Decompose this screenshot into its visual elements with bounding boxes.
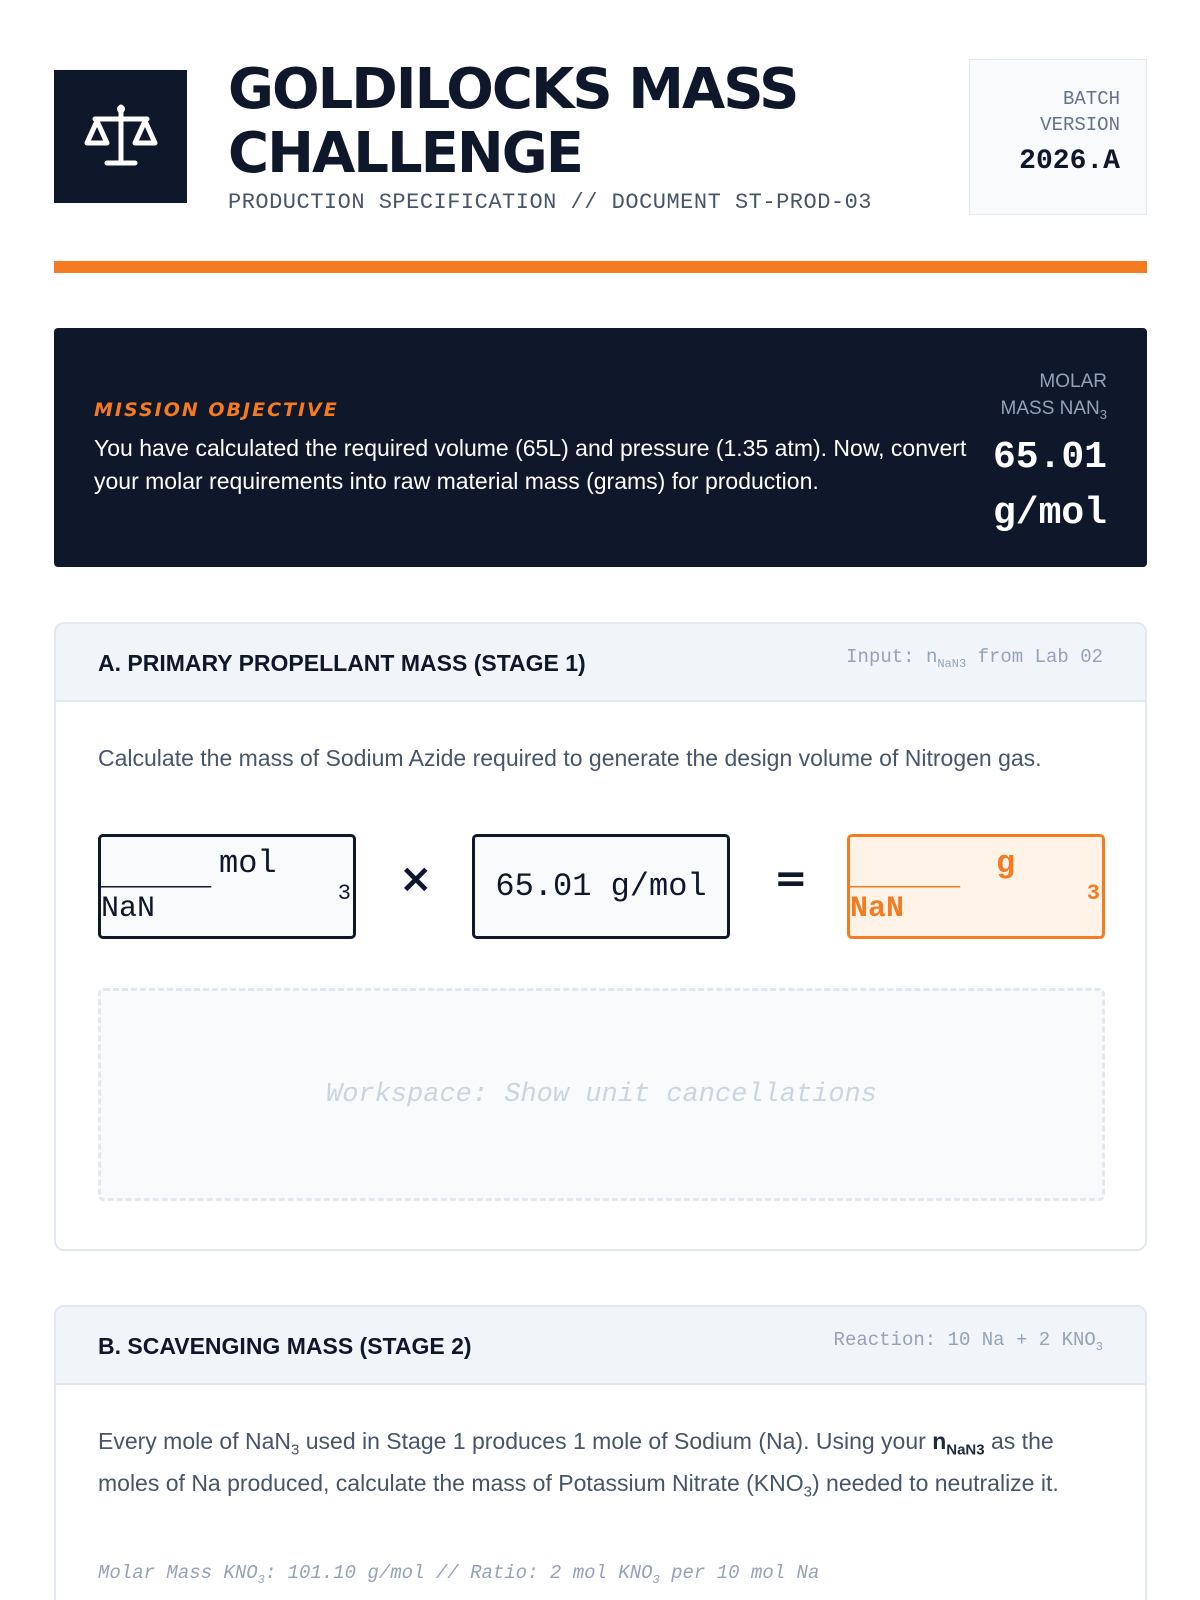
molar-value-1: 65.01 [992,435,1107,479]
molar-mass-box [472,834,730,939]
section-a-title: A. PRIMARY PROPELLANT MASS (STAGE 1) [98,650,586,676]
document-subtitle: PRODUCTION SPECIFICATION // DOCUMENT ST-PROD-03 [228,190,873,215]
desc-part-1: Every mole of NaN [98,1428,292,1454]
mission-panel [54,328,1147,567]
mission-label: MISSION OBJECTIVE [94,399,339,421]
desc-bold-sub: NaN3 [946,1441,985,1459]
molar-label-sub: 3 [1099,406,1107,422]
workspace-area[interactable]: Workspace: Show unit cancellations [98,988,1105,1201]
desc-sub-2: 3 [803,1483,812,1501]
equals-symbol: = [774,856,808,902]
desc-part-2: used in Stage 1 produces 1 mole of Sodium (Na). Using your [299,1428,933,1454]
moles-species: NaN [101,892,156,926]
multiply-symbol: × [399,856,433,902]
logo [54,70,187,203]
mass-unit: g [996,845,1016,882]
batch-value: 2026.A [1019,146,1120,177]
mass-species: NaN [850,892,905,926]
desc-sub-1: 3 [291,1441,300,1459]
section-a-header [56,624,1145,702]
desc-part-4: ) needed to neutralize it. [811,1469,1059,1496]
section-a-description: Calculate the mass of Sodium Azide required to generate the design volume of Nitrogen gas. [98,745,1042,771]
desc-bold [932,1428,985,1459]
section-b-card [54,1305,1147,1600]
section-a-meta [846,646,1103,671]
section-b-header [56,1307,1145,1385]
section-a-meta-prefix: Input: n [846,646,938,668]
note-part-3: per 10 mol Na [659,1562,820,1584]
section-b-meta-sub: 3 [1095,1339,1103,1354]
molar-label-prefix: MASS NAN [1000,398,1100,419]
section-b-meta [834,1329,1103,1354]
section-b-meta-prefix: Reaction: 10 Na + 2 KNO [833,1329,1096,1351]
moles-blank: ______ [101,857,211,894]
batch-version-card [969,59,1147,215]
mass-species-sub: 3 [1086,881,1100,906]
note-sub-2: 3 [652,1572,660,1587]
moles-unit: mol [219,845,277,882]
section-a-meta-suffix: from Lab 02 [966,646,1103,668]
mission-text: You have calculated the required volume (65L) and pressure (1.35 atm). Now, convert your molar requirements into raw material mass (grams) for production. [94,435,967,494]
mass-blank: ______ [850,857,960,894]
section-a-meta-sub: NaN3 [937,656,967,671]
molar-mass-value: 65.01 g/mol [495,868,707,905]
desc-bold-n: n [932,1428,947,1454]
molar-mass-readout [993,368,1107,540]
balance-scale-icon [81,97,161,177]
note-part-1: Molar Mass KNO [98,1562,258,1584]
molar-value-2: g/mol [992,491,1107,535]
section-a-card [54,622,1147,1251]
batch-label-2: VERSION [1040,114,1120,136]
accent-divider [54,261,1147,273]
section-b-note [98,1562,819,1587]
title-line-2: CHALLENGE [228,121,583,186]
moles-input-box[interactable] [98,834,356,939]
molar-label-1: MOLAR [1039,371,1107,392]
section-b-title: B. SCAVENGING MASS (STAGE 2) [98,1333,472,1359]
title-line-1: GOLDILOCKS MASS [228,57,798,122]
molar-label-2 [993,395,1107,428]
moles-species-sub: 3 [337,881,351,906]
section-b-description [98,1425,1098,1508]
note-sub-1: 3 [257,1572,265,1587]
batch-label-1: BATCH [1062,88,1120,110]
page-title [228,58,908,186]
desc-part-3: as the moles of Na produced, calculate the mass of Potassium Nitrate (KNO [98,1428,1054,1496]
mass-result-box[interactable] [847,834,1105,939]
note-part-2: : 101.10 g/mol // Ratio: 2 mol KNO [264,1562,653,1584]
